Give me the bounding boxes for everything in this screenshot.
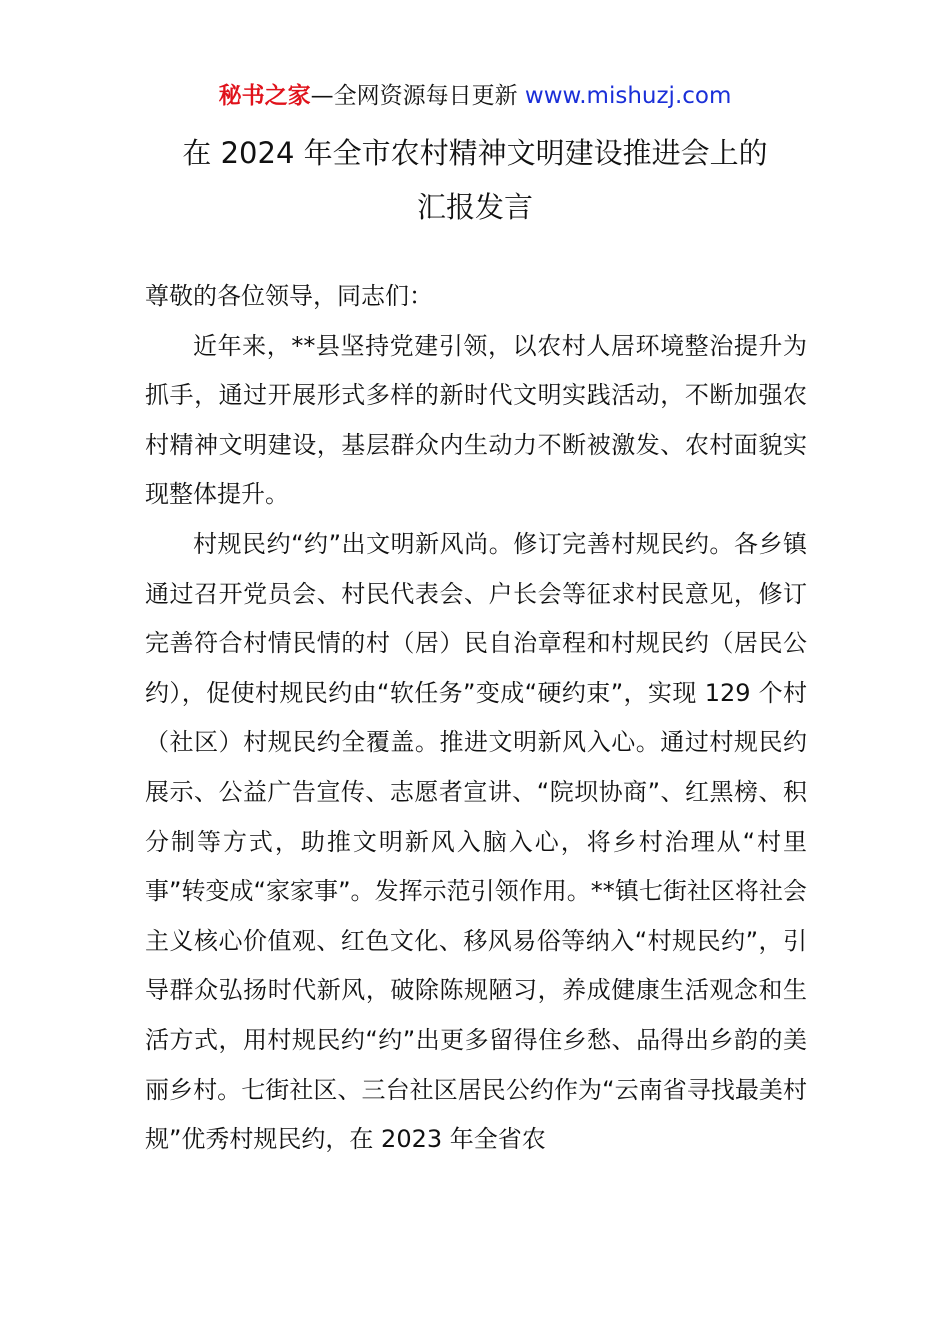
title-line-2: 汇报发言 (416, 190, 533, 224)
brand-tagline: —全网资源每日更新 (310, 83, 518, 109)
site-url[interactable]: www.mishuzj.com (524, 83, 732, 109)
paragraph: 村规民约“约”出文明新风尚。修订完善村规民约。各乡镇通过召开党员会、村民代表会、户长会等征求村民意见，修订完善符合村情民情的村（居）民自治章程和村规民约（居民公约），促使村规民约由“软任务”变成“硬约束”，实现 129 个村（社区）村规民约全覆盖。推进文明新风入心。通过村规民约展示、公益广告宣传、志愿者宣讲、“院坝协商”、红黑榜、积分制等方式，助推文明新风入脑入心，将乡村治理从“村里事”转变成“家家事”。发挥示范引领作用。**镇七街社区将社会主义核心价值观、红色文化、移风易俗等纳入“村规民约”，引导群众弘扬时代新风，破除陈规陋习，养成健康生活观念和生活方式，用村规民约“约”出更多留得住乡愁、品得出乡韵的美丽乡村。七街社区、三台社区居民公约作为“云南省寻找最美村规”优秀村规民约，在 2023 年全省农 (145, 529, 807, 1154)
title-line-1: 在 2024 年全市农村精神文明建设推进会上的 (182, 136, 768, 170)
salutation: 尊敬的各位领导，同志们： (145, 282, 433, 310)
site-banner (0, 80, 950, 112)
document-body (145, 272, 807, 1165)
brand-name: 秘书之家 (218, 83, 311, 109)
document-title (0, 126, 950, 234)
paragraph: 近年来，**县坚持党建引领，以农村人居环境整治提升为抓手，通过开展形式多样的新时代文明实践活动，不断加强农村精神文明建设，基层群众内生动力不断被激发、农村面貌实现整体提升。 (145, 331, 807, 509)
